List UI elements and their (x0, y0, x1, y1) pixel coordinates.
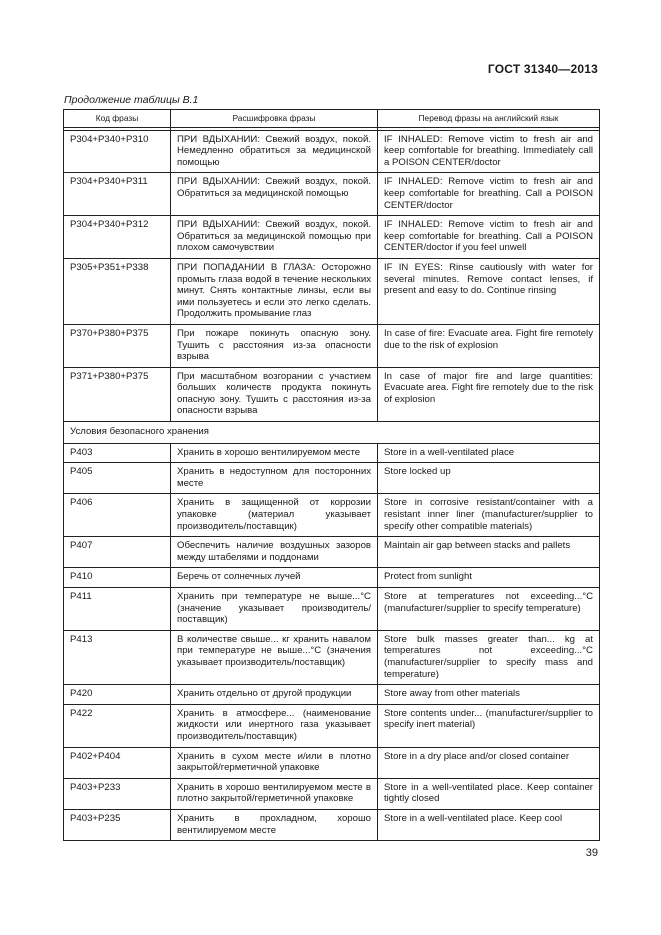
phrase-code-cell: P413 (64, 630, 171, 684)
section-row (64, 422, 600, 444)
phrase-code-cell: P410 (64, 568, 171, 588)
phrase-code-cell: P402+P404 (64, 747, 171, 778)
phrase-decoding-cell: Хранить при температуре не выше...°С (значение указывает производитель/поставщик) (171, 588, 378, 631)
phrase-decoding-cell: При пожаре покинуть опасную зону. Тушить с расстояния из-за опасности взрыва (171, 324, 378, 367)
phrase-decoding-cell: Хранить отдельно от другой продукции (171, 685, 378, 705)
phrase-code-cell: P422 (64, 704, 171, 747)
phrase-code-cell: P371+P380+P375 (64, 367, 171, 421)
table-row (64, 443, 600, 463)
phrase-decoding-cell: Обеспечить наличие воздушных зазоров между штабелями и поддонами (171, 537, 378, 568)
phrase-code-cell: P420 (64, 685, 171, 705)
phrase-decoding-cell: При масштабном возгорании с участием больших количеств продукта покинуть опасную зону. Тушить с расстояния из-за опасности взрыва (171, 367, 378, 421)
phrases-table (63, 109, 600, 841)
phrase-code-cell: P305+P351+P338 (64, 258, 171, 324)
phrase-translation-cell: Store in a well-ventilated place (378, 443, 600, 463)
phrase-decoding-cell: ПРИ ВДЫХАНИИ: Свежий воздух, покой. Немедленно обратиться за медицинской помощью (171, 130, 378, 173)
table-row (64, 630, 600, 684)
standard-number: ГОСТ 31340—2013 (487, 62, 598, 76)
phrase-decoding-cell: ПРИ ВДЫХАНИИ: Свежий воздух, покой. Обратиться за медицинской помощью (171, 173, 378, 216)
phrase-translation-cell: IF IN EYES: Rinse cautiously with water for several minutes. Remove contact lenses, if present and easy to do. Continue rinsing (378, 258, 600, 324)
phrase-translation-cell: IF INHALED: Remove victim to fresh air and keep comfortable for breathing. Immediately call a POISON CENTER/doctor (378, 130, 600, 173)
phrase-decoding-cell: ПРИ ПОПАДАНИИ В ГЛАЗА: Осторожно промыть глаза водой в течение нескольких минут. Снять контактные линзы, если вы ими пользуетесь и если это легко сделать. Продолжить промывание глаз (171, 258, 378, 324)
phrase-decoding-cell: Беречь от солнечных лучей (171, 568, 378, 588)
phrase-decoding-cell: В количестве свыше... кг хранить навалом при температуре не выше...°С (значения указывает производитель/поставщик) (171, 630, 378, 684)
table-row (64, 367, 600, 421)
phrase-translation-cell: Store in a dry place and/or closed container (378, 747, 600, 778)
phrase-code-cell: P407 (64, 537, 171, 568)
table-row (64, 537, 600, 568)
phrase-code-cell: P405 (64, 463, 171, 494)
phrase-translation-cell: Store contents under... (manufacturer/supplier to specify inert material) (378, 704, 600, 747)
phrase-translation-cell: IF INHALED: Remove victim to fresh air and keep comfortable for breathing. Call a POISON CENTER/doctor (378, 173, 600, 216)
phrase-translation-cell: Store away from other materials (378, 685, 600, 705)
table-row (64, 463, 600, 494)
table-row (64, 216, 600, 259)
phrase-translation-cell: IF INHALED: Remove victim to fresh air and keep comfortable for breathing. Call a POISON CENTER/doctor if you feel unwell (378, 216, 600, 259)
phrase-code-cell: P370+P380+P375 (64, 324, 171, 367)
phrase-code-cell: P411 (64, 588, 171, 631)
phrase-decoding-cell: Хранить в хорошо вентилируемом месте в плотно закрытой/герметичной упаковке (171, 778, 378, 809)
phrase-code-cell: P403+P235 (64, 809, 171, 840)
phrase-decoding-cell: Хранить в атмосфере... (наименование жидкости или инертного газа указывает производитель/поставщик) (171, 704, 378, 747)
phrase-translation-cell: In case of major fire and large quantities: Evacuate area. Fight fire remotely due to the risk of explosion (378, 367, 600, 421)
phrase-code-cell: P304+P340+P312 (64, 216, 171, 259)
table-row (64, 324, 600, 367)
page-number: 39 (585, 847, 598, 859)
phrase-translation-cell: Store in a well-ventilated place. Keep container tightly closed (378, 778, 600, 809)
phrase-code-cell: P304+P340+P311 (64, 173, 171, 216)
phrase-code-cell: P304+P340+P310 (64, 130, 171, 173)
phrase-translation-cell: Store locked up (378, 463, 600, 494)
phrase-decoding-cell: Хранить в защищенной от коррозии упаковке (материал указывает производитель/поставщик) (171, 494, 378, 537)
table-row (64, 704, 600, 747)
phrase-decoding-cell: ПРИ ВДЫХАНИИ: Свежий воздух, покой. Обратиться за медицинской помощью при плохом самочувствии (171, 216, 378, 259)
column-header-translation: Перевод фразы на английский язык (378, 110, 600, 128)
table-row (64, 173, 600, 216)
phrase-translation-cell: Store at temperatures not exceeding...°C (manufacturer/supplier to specify temperature) (378, 588, 600, 631)
phrase-translation-cell: Protect from sunlight (378, 568, 600, 588)
table-row (64, 494, 600, 537)
table-row (64, 258, 600, 324)
phrase-code-cell: P403+P233 (64, 778, 171, 809)
table-row (64, 588, 600, 631)
phrase-translation-cell: Store bulk masses greater than... kg at temperatures not exceeding...°C (manufacturer/supplier to specify mass and temperature) (378, 630, 600, 684)
phrase-decoding-cell: Хранить в недоступном для посторонних месте (171, 463, 378, 494)
table-header-row (64, 110, 600, 128)
section-title: Условия безопасного хранения (64, 422, 600, 444)
table-caption: Продолжение таблицы В.1 (64, 94, 199, 106)
phrase-code-cell: P403 (64, 443, 171, 463)
table-row (64, 568, 600, 588)
phrase-decoding-cell: Хранить в сухом месте и/или в плотно закрытой/герметичной упаковке (171, 747, 378, 778)
phrase-translation-cell: Store in a well-ventilated place. Keep cool (378, 809, 600, 840)
phrase-decoding-cell: Хранить в прохладном, хорошо вентилируемом месте (171, 809, 378, 840)
column-header-code: Код фразы (64, 110, 171, 128)
table-row (64, 685, 600, 705)
phrase-translation-cell: Maintain air gap between stacks and pallets (378, 537, 600, 568)
phrase-code-cell: P406 (64, 494, 171, 537)
column-header-decoding: Расшифровка фразы (171, 110, 378, 128)
phrase-translation-cell: Store in corrosive resistant/container with a resistant inner liner (manufacturer/supplier to specify other compatible materials) (378, 494, 600, 537)
table-row (64, 809, 600, 840)
phrase-decoding-cell: Хранить в хорошо вентилируемом месте (171, 443, 378, 463)
table-row (64, 747, 600, 778)
table-row (64, 130, 600, 173)
table-row (64, 778, 600, 809)
phrase-translation-cell: In case of fire: Evacuate area. Fight fire remotely due to the risk of explosion (378, 324, 600, 367)
